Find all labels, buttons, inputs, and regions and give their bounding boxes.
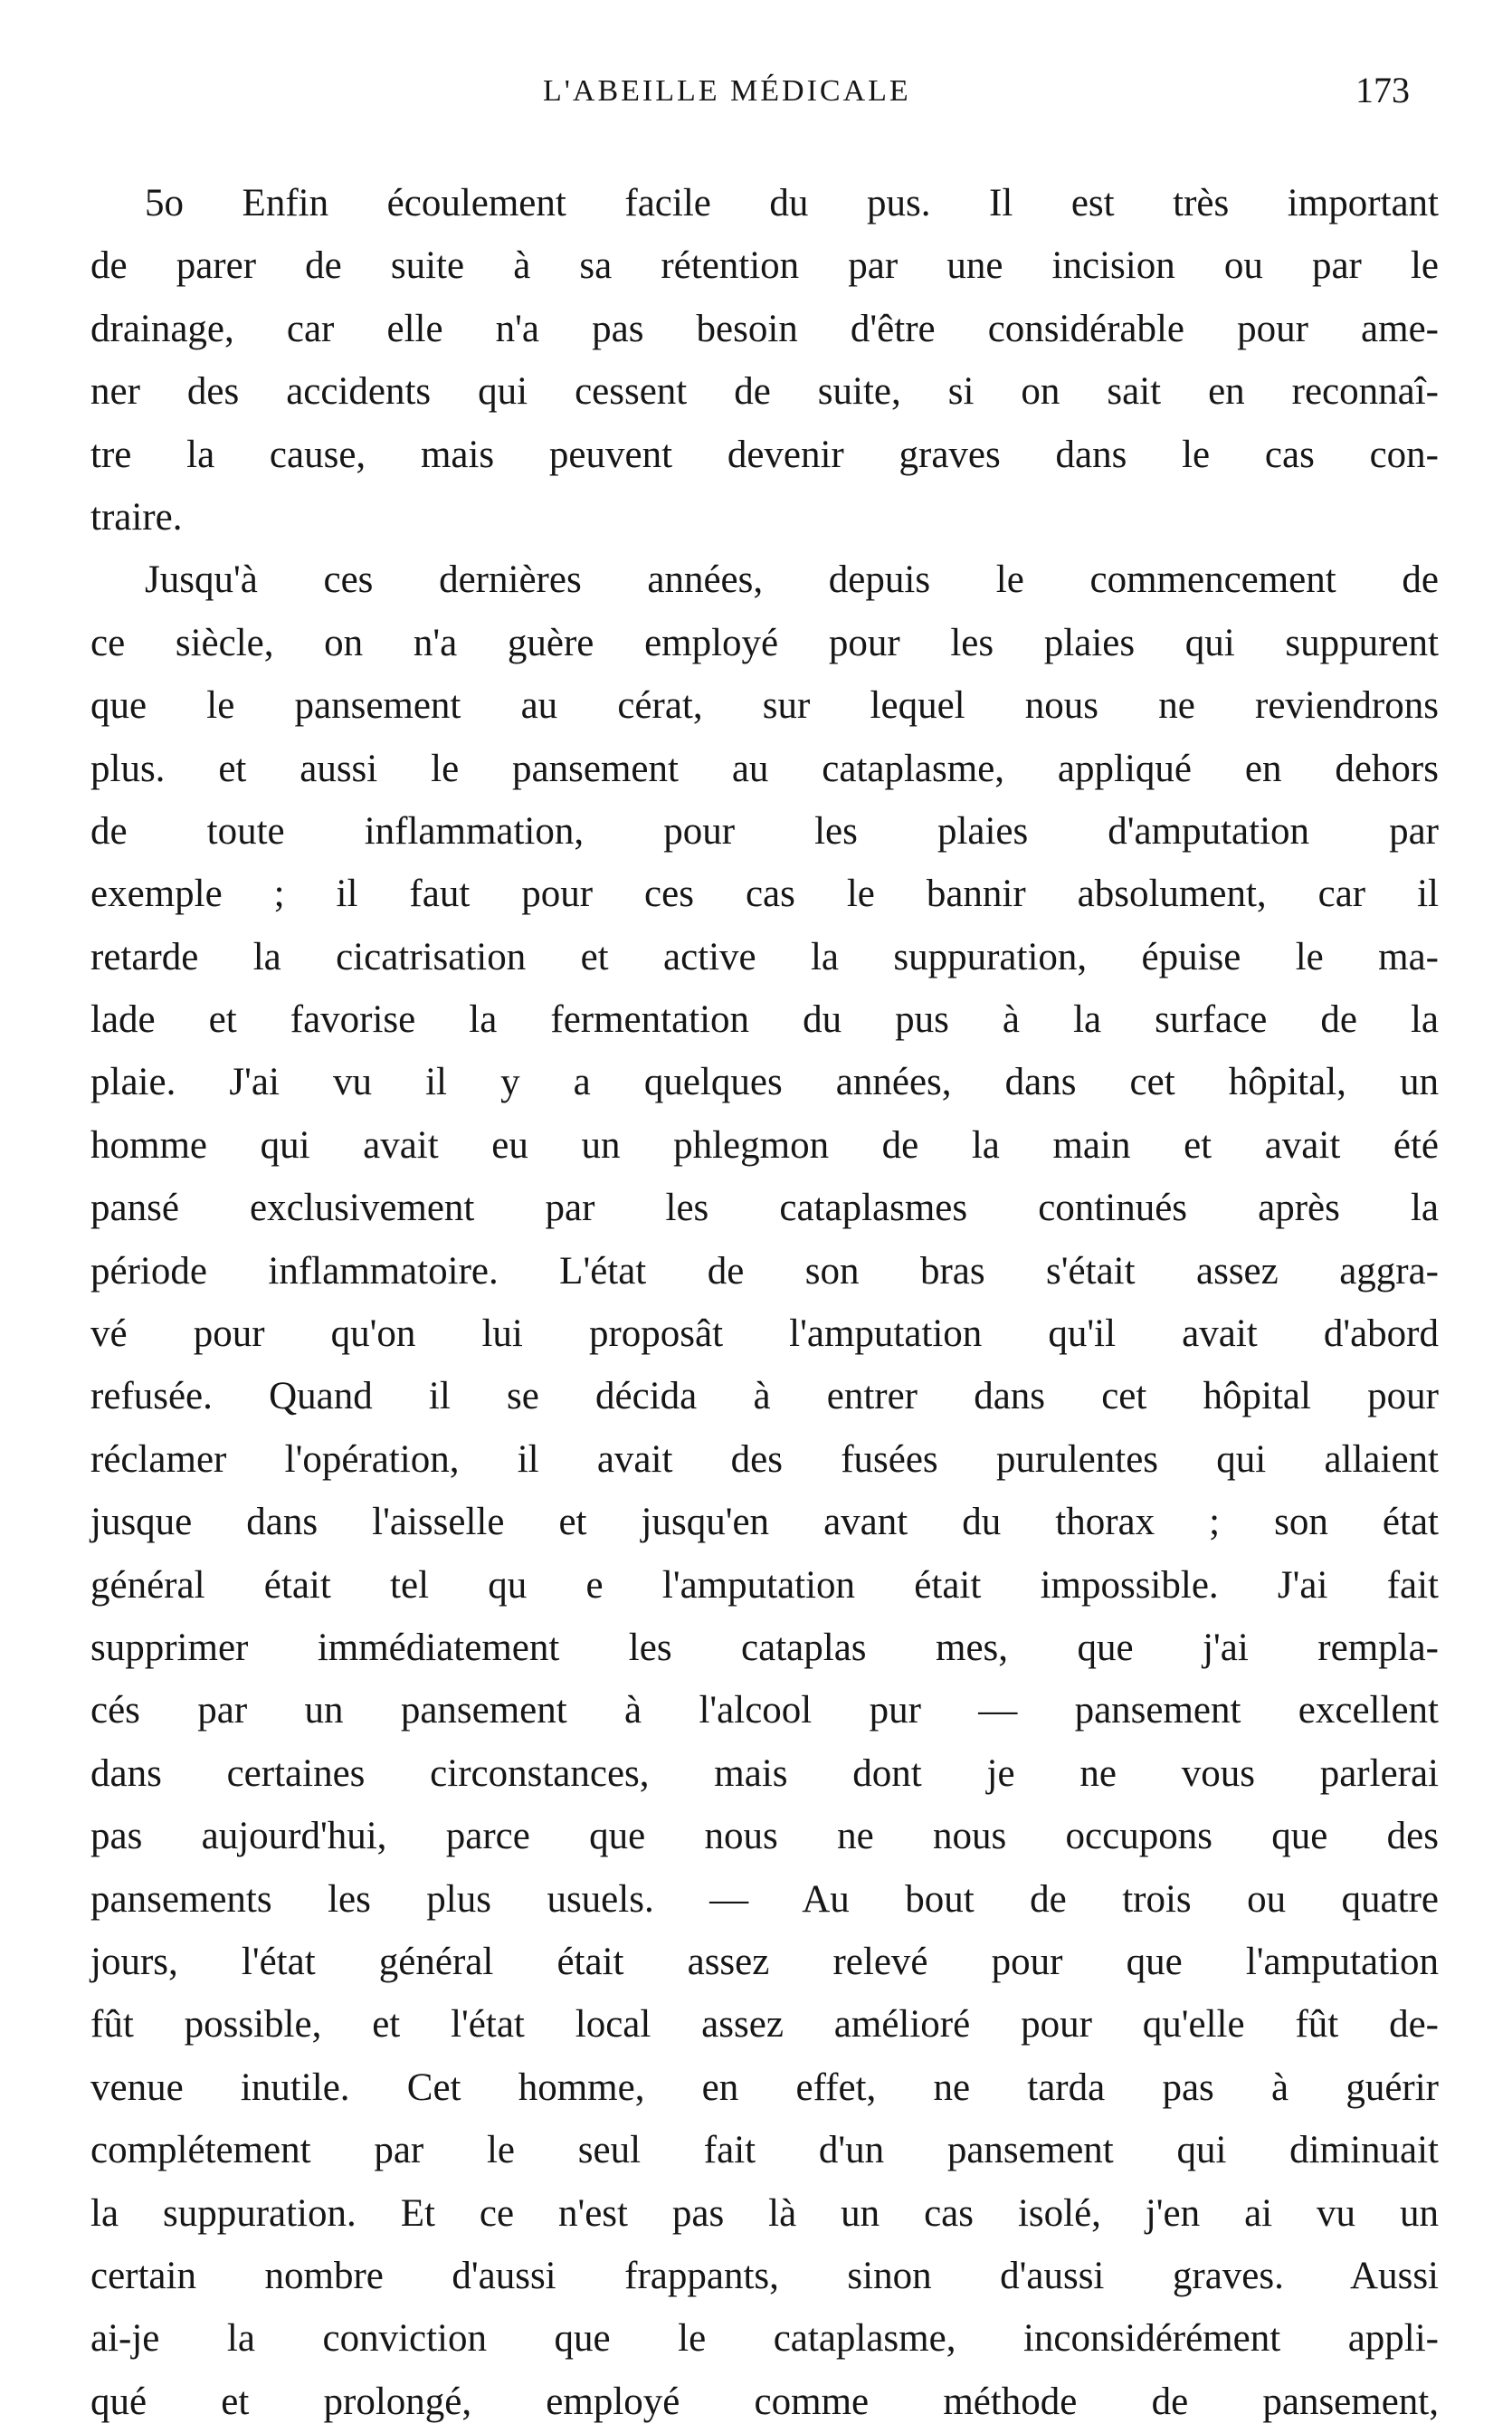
text-line: retarde la cicatrisation et active la suppuration, épuise le ma- [90,935,1439,978]
text-line: période inflammatoire. L'état de son bras s'était assez aggra- [90,1249,1439,1293]
text-line: dans certaines circonstances, mais dont je ne vous parlerai [90,1751,1439,1795]
text-line: certain nombre d'aussi frappants, sinon d'aussi graves. Aussi [90,2254,1439,2297]
text-line: qué et prolongé, employé comme méthode de pansement, [90,2380,1439,2423]
text-line: Jusqu'à ces dernières années, depuis le commencement de [145,558,1439,602]
text-line: réclamer l'opération, il avait des fusées purulentes qui allaient [90,1437,1439,1481]
text-line: plaie. J'ai vu il y a quelques années, dans cet hôpital, un [90,1061,1439,1104]
text-line: cés par un pansement à l'alcool pur — pansement excellent [90,1689,1439,1732]
text-line: drainage, car elle n'a pas besoin d'être considérable pour ame- [90,307,1439,350]
text-line: jours, l'état général était assez relevé pour que l'amputation [90,1940,1439,1983]
text-line: que le pansement au cérat, sur lequel nous ne reviendrons [90,684,1439,728]
text-line: la suppuration. Et ce n'est pas là un cas isolé, j'en ai vu un [90,2191,1439,2235]
text-line: exemple ; il faut pour ces cas le bannir absolument, car il [90,873,1439,916]
text-line: refusée. Quand il se décida à entrer dans cet hôpital pour [90,1375,1439,1418]
text-line: venue inutile. Cet homme, en effet, ne tarda pas à guérir [90,2066,1439,2109]
running-title: L'ABEILLE MÉDICALE [543,74,911,108]
text-line: ai-je la conviction que le cataplasme, inconsidérément appli- [90,2317,1439,2361]
text-line: plus. et aussi le pansement au cataplasme, appliqué en dehors [90,747,1439,790]
text-line: pas aujourd'hui, parce que nous ne nous occupons que des [90,1815,1439,1858]
text-line: supprimer immédiatement les cataplas mes, que j'ai rempla- [90,1626,1439,1669]
text-line: ner des accidents qui cessent de suite, si on sait en reconnaî- [90,370,1439,414]
text-line: traire. [90,495,183,539]
text-line: homme qui avait eu un phlegmon de la main et avait été [90,1123,1439,1167]
text-line: de parer de suite à sa rétention par une incision ou par le [90,244,1439,288]
text-line: lade et favorise la fermentation du pus à la surface de la [90,998,1439,1042]
text-line: général était tel qu e l'amputation était impossible. J'ai fait [90,1563,1439,1607]
text-line: fût possible, et l'état local assez amélioré pour qu'elle fût de- [90,2003,1439,2047]
text-line: complétement par le seul fait d'un pansement qui diminuait [90,2129,1439,2172]
page-number: 173 [1355,70,1410,110]
text-line: de toute inflammation, pour les plaies d'amputation par [90,809,1439,853]
body-text [90,172,1439,2433]
text-line: pansements les plus usuels. — Au bout de trois ou quatre [90,1877,1439,1921]
text-line: tre la cause, mais peuvent devenir graves dans le cas con- [90,433,1439,476]
text-line: pansé exclusivement par les cataplasmes continués après la [90,1187,1439,1230]
text-line: ce siècle, on n'a guère employé pour les plaies qui suppurent [90,621,1439,664]
text-line: jusque dans l'aisselle et jusqu'en avant du thorax ; son état [90,1501,1439,1544]
text-line: 5o Enfin écoulement facile du pus. Il est très important [145,182,1439,224]
text-line: vé pour qu'on lui proposât l'amputation qu'il avait d'abord [90,1312,1439,1356]
